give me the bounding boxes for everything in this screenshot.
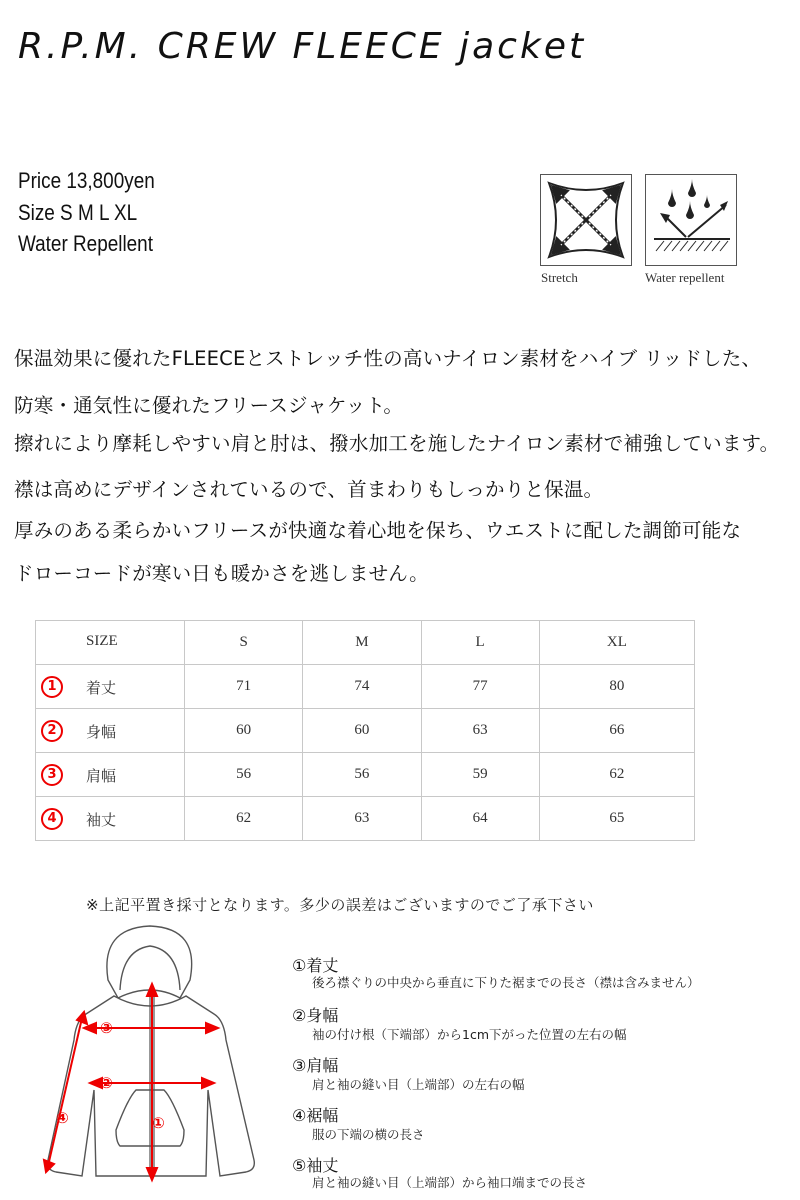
table-row xyxy=(36,709,695,753)
measurement-desc: 後ろ襟ぐりの中央から垂直に下りた裾までの長さ（襟は含みません） xyxy=(312,975,700,990)
table-cell: 74 xyxy=(303,665,421,709)
measurement-title: ①着丈 xyxy=(292,956,339,975)
table-header-row xyxy=(36,621,695,665)
table-cell: 77 xyxy=(421,665,539,709)
row-marker: 4 xyxy=(41,808,63,830)
table-cell: 62 xyxy=(539,753,694,797)
row-label: 肩幅 xyxy=(86,769,117,785)
table-header-cell: S xyxy=(185,621,303,665)
table-cell: 71 xyxy=(185,665,303,709)
description-line: 擦れにより摩耗しやすい肩と肘は、撥水加工を施したナイロン素材で補強しています。 xyxy=(14,432,780,455)
row-label-cell xyxy=(36,709,185,753)
measurement-note: ※上記平置き採寸となります。多少の誤差はございますのでご了承下さい xyxy=(86,896,594,914)
table-row xyxy=(36,797,695,841)
table-cell: 62 xyxy=(185,797,303,841)
table-header-cell: XL xyxy=(539,621,694,665)
page-title: R.P.M. CREW FLEECE jacket xyxy=(18,26,587,67)
table-cell: 63 xyxy=(421,709,539,753)
measurement-title: ③肩幅 xyxy=(292,1056,339,1075)
table-row xyxy=(36,665,695,709)
diagram-marker-length: ① xyxy=(152,1114,165,1132)
measurement-title: ④裾幅 xyxy=(292,1106,339,1125)
measurement-desc: 服の下端の横の長さ xyxy=(312,1127,425,1142)
table-cell: 63 xyxy=(303,797,421,841)
row-marker: 1 xyxy=(41,676,63,698)
description-line: 保温効果に優れたFLEECEとストレッチ性の高いナイロン素材をハイブ リッドした、 xyxy=(14,347,762,370)
feature-text: Water Repellent xyxy=(18,231,153,256)
description-line: 厚みのある柔らかいフリースが快適な着心地を保ち、ウエストに配した調節可能な xyxy=(14,519,742,542)
row-label: 身幅 xyxy=(86,725,117,741)
diagram-marker-shoulder: ③ xyxy=(100,1019,113,1037)
diagram-marker-sleeve: ④ xyxy=(56,1109,69,1127)
description-line: 襟は高めにデザインされているので、首まわりもしっかりと保温。 xyxy=(14,478,604,501)
row-label: 着丈 xyxy=(86,681,117,697)
row-marker: 3 xyxy=(41,764,63,786)
row-label-cell xyxy=(36,753,185,797)
size-text: Size S M L XL xyxy=(18,200,138,225)
measurement-desc: 袖の付け根（下端部）から1cm下がった位置の左右の幅 xyxy=(312,1027,627,1042)
table-cell: 56 xyxy=(185,753,303,797)
table-cell: 80 xyxy=(539,665,694,709)
diagram-marker-width: ② xyxy=(100,1074,113,1092)
water-repellent-label: Water repellent xyxy=(645,270,725,285)
table-header-cell: M xyxy=(303,621,421,665)
jacket-diagram xyxy=(30,920,290,1200)
price-text: Price 13,800yen xyxy=(18,168,155,193)
description-line: ドローコードが寒い日も暖かさを逃しません。 xyxy=(14,562,429,585)
measurement-title: ⑤袖丈 xyxy=(292,1156,339,1175)
row-label-cell xyxy=(36,797,185,841)
table-cell: 64 xyxy=(421,797,539,841)
table-cell: 56 xyxy=(303,753,421,797)
description-line: 防寒・通気性に優れたフリースジャケット。 xyxy=(14,394,404,417)
measurement-title: ②身幅 xyxy=(292,1006,339,1025)
table-header-cell: SIZE xyxy=(36,621,185,665)
measurement-desc: 肩と袖の縫い目（上端部）から袖口端までの長さ xyxy=(312,1175,588,1190)
table-cell: 66 xyxy=(539,709,694,753)
table-cell: 59 xyxy=(421,753,539,797)
stretch-label: Stretch xyxy=(541,270,578,285)
water-repellent-icon xyxy=(645,174,737,266)
size-table xyxy=(35,620,695,841)
row-marker: 2 xyxy=(41,720,63,742)
row-label-cell xyxy=(36,665,185,709)
measurement-desc: 肩と袖の縫い目（上端部）の左右の幅 xyxy=(312,1077,525,1092)
table-header-cell: L xyxy=(421,621,539,665)
table-cell: 60 xyxy=(185,709,303,753)
stretch-icon xyxy=(540,174,632,266)
row-label: 袖丈 xyxy=(86,813,117,829)
table-cell: 65 xyxy=(539,797,694,841)
table-cell: 60 xyxy=(303,709,421,753)
table-row xyxy=(36,753,695,797)
